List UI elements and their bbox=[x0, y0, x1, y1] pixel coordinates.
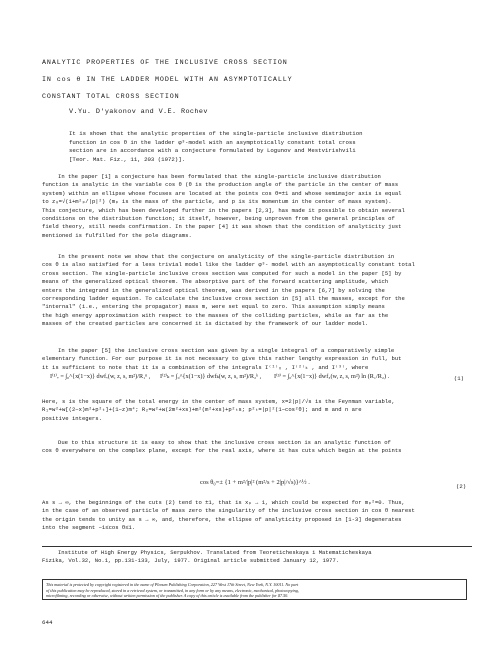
paragraph-1 bbox=[42, 173, 472, 240]
abstract bbox=[69, 130, 464, 164]
abstract-line: It is shown that the analytic properties of the single-particle inclusive distribution bbox=[69, 130, 363, 137]
text-line: enters the integrand in the generalized optical theorem, was derived in the papers [6,7] by solving the bbox=[42, 286, 385, 294]
equation-term: I⁽¹⁾ᵥ = ∫₀^{x(1−x)} dwfᵥ(w, z, s, m²)/R₁ⁿ , bbox=[50, 373, 151, 380]
footnote-line: Institute of High Energy Physics, Serpukhov. Translated from Teoreticheskaya i Matematicheskaya bbox=[58, 549, 372, 556]
text-line: cos θ is also satisfied for a less trivial model like the ladder φ³- model with an asymptotically constant total bbox=[42, 261, 415, 269]
text-line: corresponding ladder equation. To calculate the inclusive cross section in [5] all the masses, except for the bbox=[42, 295, 405, 303]
text-line: to z₀=√(1+m²ₚ/|p|²) (mₚ is the mass of the particle, and p is its momentum in the center of mass system). bbox=[42, 198, 392, 206]
authors: V.Yu. D'yakonov and V.E. Rochev bbox=[69, 108, 208, 116]
footnote-line: Fizika, Vol.32, No.1, pp.131-133, July, 1977. Original article submitted January 12, 1977. bbox=[42, 557, 340, 565]
text-line: in the case of an observed particle of mass zero the singularity of the inclusive cross section in cos θ nearest bbox=[42, 507, 415, 515]
text-line: the high energy approximation with respect to the masses of the colliding particles, while as far as the bbox=[42, 311, 389, 319]
equation-2: cos θ₀=± {1 + m²/|p|² (m²/s + 2|p|/√s)}^½ . bbox=[200, 479, 310, 486]
text-line: into the segment −1≤cos θ≤1. bbox=[42, 524, 136, 532]
paragraph-5 bbox=[42, 439, 472, 456]
footnote bbox=[42, 549, 472, 566]
text-line: In the present note we show that the conjecture on analyticity of the single-particle distribution in bbox=[58, 253, 395, 260]
equation-number: (1) bbox=[453, 375, 464, 382]
title-line: IN cos θ IN THE LADDER MODEL WITH AN ASYMPTOTICALLY bbox=[42, 76, 293, 84]
equation-number: (2) bbox=[456, 483, 467, 490]
title-line: ANALYTIC PROPERTIES OF THE INCLUSIVE CROSS SECTION bbox=[42, 59, 288, 67]
text-line: As s → ∞, the beginnings of the cuts (2) tend to ±1, that is xₚ → 1, which could be expected for mₚ²=0. Thus, bbox=[42, 499, 405, 506]
text-line: Due to this structure it is easy to show that the inclusive cross section is an analytic function of bbox=[58, 439, 391, 446]
text-line: R₁=w²+w[(2−x)m²+p²ₜ]+(1−z)m⁴; R₂=w²+w(2m²+xs)+m²(m²+xs)+p²ₜs; p²ₜ=|p|²(1−cos²θ); and m and n are bbox=[42, 406, 362, 414]
text-line: conditions on the distribution function; it itself, however, being unproven from the general principles of bbox=[42, 215, 395, 223]
text-line: positive integers. bbox=[42, 414, 102, 422]
text-line: means of the generalized optical theorem. The absorptive part of the forward scattering amplitude, which bbox=[42, 278, 389, 286]
text-line: masses of the created particles are concerned it is dictated by the framework of our ladder model. bbox=[42, 320, 369, 328]
page-number: 644 bbox=[42, 619, 53, 626]
text-line: elementary function. For our purpose it is not necessary to give this rather lengthy expression in full, but bbox=[42, 355, 402, 363]
text-line: field theory, still needs confirmation. In the paper [4] it was shown that the condition of analyticity just bbox=[42, 223, 402, 231]
text-line: function is analytic in the variable cos θ (θ is the production angle of the particle in the center of mass bbox=[42, 181, 399, 189]
footnote-divider bbox=[42, 546, 472, 547]
text-line: This conjecture, which has been developed further in the papers [2,3], has made it possible to obtain several bbox=[42, 206, 405, 214]
text-line: cross section. The single-particle inclusive cross section was computed for such a model in the paper [5] by bbox=[42, 269, 402, 277]
paragraph-6 bbox=[42, 499, 472, 533]
copyright-notice bbox=[42, 579, 467, 600]
text-line: mentioned is fulfilled for the pole diagrams. bbox=[42, 231, 192, 239]
text-line: Here, s is the square of the total energy in the center of mass system, x=2|p|/√s is the Feynman variable, bbox=[42, 398, 395, 405]
copyright-line: microfilming, recording or otherwise, without written permission of the publisher. A copy of this article is available from the publisher for $7.50. bbox=[46, 593, 289, 599]
paragraph-2 bbox=[42, 253, 472, 329]
equation-1 bbox=[42, 367, 472, 395]
copyright-line: This material is protected by copyright registered in the name of Plenum Publishing Corporation, 227 West 17th Street, New York, N.Y. 10011. No part bbox=[46, 582, 299, 587]
text-line: it is sufficient to note that it is a combination of the integrals I⁽¹⁾ᵥ , I⁽²⁾ₖ , and I⁽³⁾, where bbox=[42, 363, 369, 371]
paragraph-4 bbox=[42, 398, 472, 423]
copyright-line: of this publication may be reproduced, stored in a retrieval system, or transmitted, in any form or by any means, electronic, mechanical, photocopying, bbox=[46, 587, 299, 593]
abstract-line: section are in accordance with a conjecture formulated by Logunov and Mestvirishvili bbox=[69, 147, 356, 154]
abstract-line: function in cos θ in the ladder φ³-model with an asymptotically constant total cross bbox=[69, 138, 356, 146]
article-title bbox=[42, 55, 472, 106]
equation-term: I⁽³⁾ = ∫₀^{x(1−x)} dwf₃(w, z, s, m²) ln (R₁/R₂) . bbox=[274, 373, 390, 380]
abstract-line: [Teor. Mat. Fiz., 11, 203 (1972)]. bbox=[69, 155, 186, 163]
title-line: CONSTANT TOTAL CROSS SECTION bbox=[42, 93, 180, 101]
text-line: In the paper [5] the inclusive cross section was given by a single integral of a comparatively simple bbox=[58, 347, 395, 354]
text-line: "internal" (i.e., entering the propagator) mass m, were set equal to zero. This assumption simply means bbox=[42, 303, 385, 311]
text-line: the origin tends to unity as s → ∞, and, therefore, the ellipse of analyticity proposed in [1-3] degenerates bbox=[42, 515, 402, 523]
text-line: system) within an ellipse whose focuses are located at the points cos θ=±1 and whose semimajor axis is equal bbox=[42, 189, 402, 197]
text-line: In the paper [1] a conjecture has been formulated that the single-particle inclusive distribution bbox=[58, 173, 381, 180]
equation-term: I⁽²⁾ₖ = ∫₀^{x(1−x)} dwfₖ(w, z, s, m²)/R₂ᵏ , bbox=[160, 373, 262, 380]
text-line: cos θ everywhere on the complex plane, except for the real axis, where it has cuts which begin at the points bbox=[42, 447, 402, 455]
